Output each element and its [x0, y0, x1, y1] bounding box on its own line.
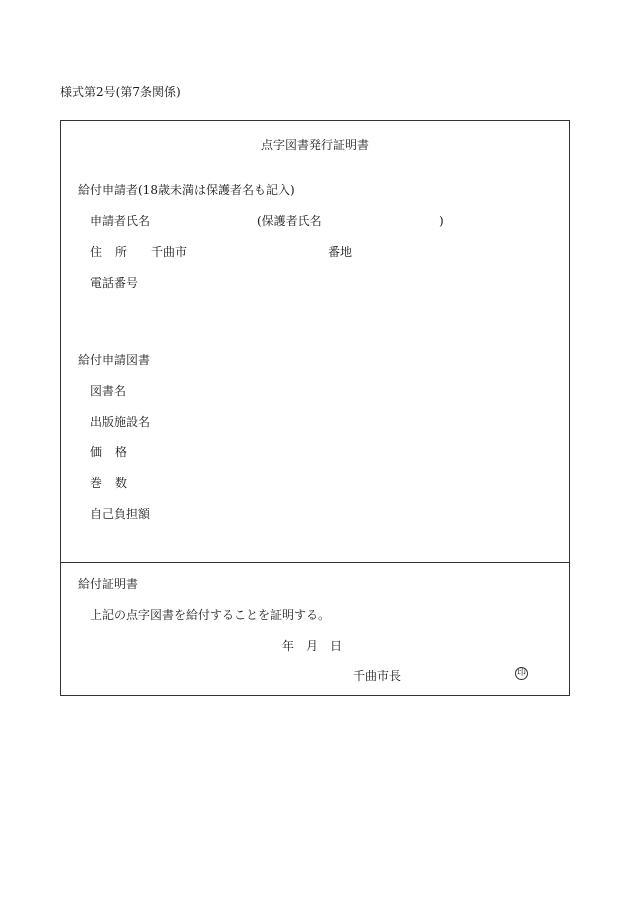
date-day: 日: [330, 639, 343, 653]
guardian-name-close: ): [439, 214, 444, 228]
address-label-second: 所: [115, 245, 128, 259]
address-city: 千曲市: [151, 245, 188, 259]
applicant-section-label: 給付申請者(18歳未満は保護者名も記入): [78, 183, 295, 197]
volumes-label-second: 数: [115, 476, 128, 490]
phone-label: 電話番号: [90, 276, 139, 290]
price-label-second: 格: [115, 445, 128, 459]
address-label-first: 住: [90, 245, 103, 259]
publisher-label: 出版施設名: [90, 415, 151, 429]
certification-section-label: 給付証明書: [78, 577, 139, 591]
book-section-label: 給付申請図書: [78, 353, 151, 367]
mayor-label: 千曲市長: [353, 669, 402, 683]
applicant-name-label: 申請者氏名: [90, 214, 151, 228]
guardian-name-label: (保護者氏名: [257, 214, 322, 228]
book-title-label: 図書名: [90, 384, 127, 398]
certification-statement: 上記の点字図書を給付することを証明する。: [90, 608, 331, 622]
copay-label: 自己負担額: [90, 507, 151, 521]
volumes-label-first: 巻: [90, 476, 103, 490]
seal-mark: 印: [516, 668, 526, 678]
document-title: 点字図書発行証明書: [260, 138, 369, 152]
certificate-frame: [60, 120, 570, 696]
address-banchi: 番地: [328, 245, 353, 259]
price-label-first: 価: [90, 445, 103, 459]
section-divider: [61, 562, 569, 563]
date-month: 月: [306, 639, 319, 653]
date-year: 年: [282, 639, 295, 653]
form-number: 様式第2号(第7条関係): [60, 85, 181, 99]
